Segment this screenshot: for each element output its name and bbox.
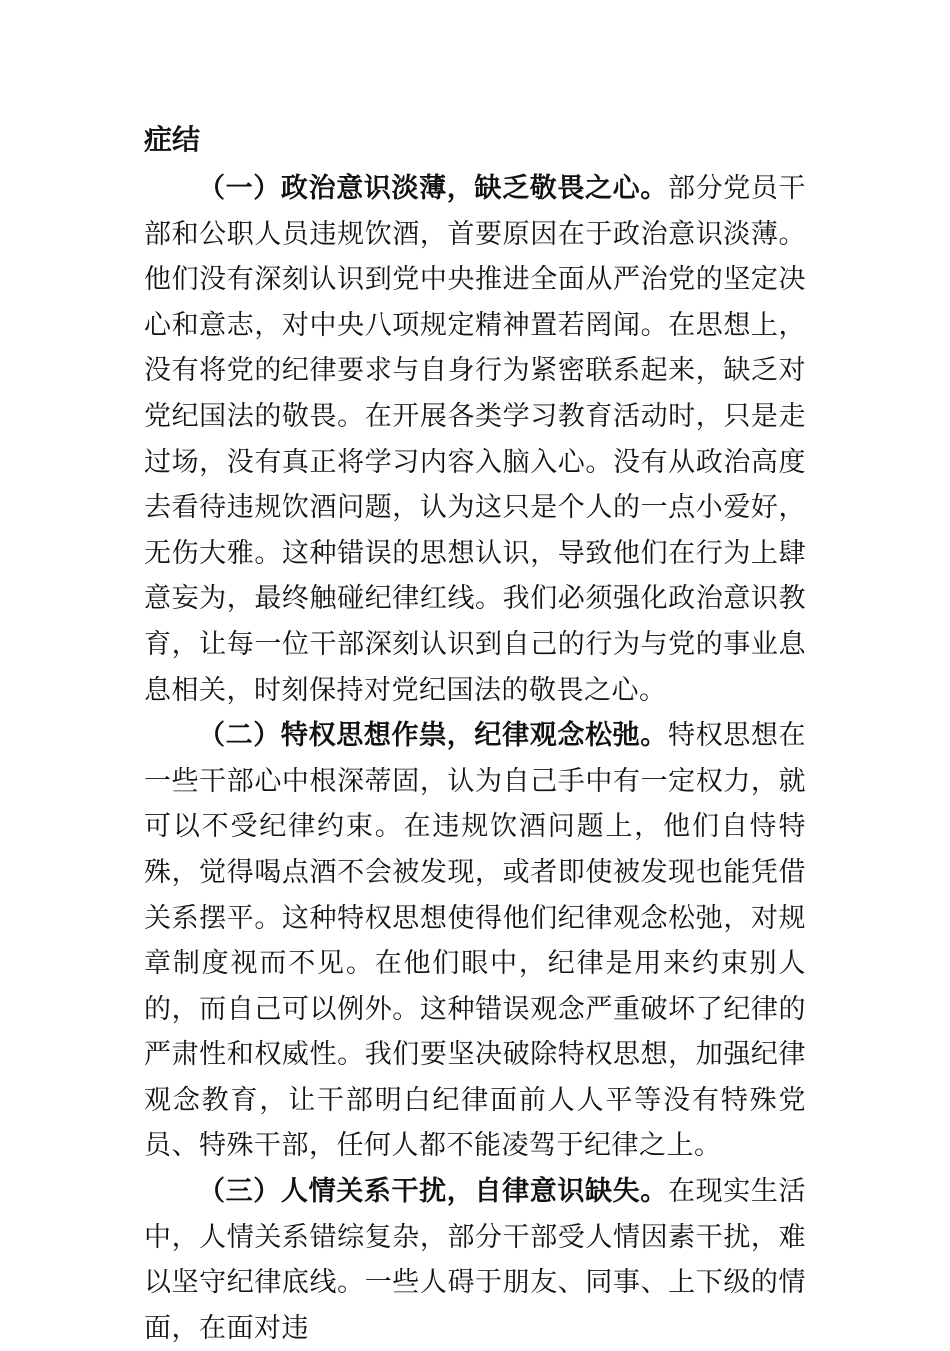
- section-heading: 症结: [144, 123, 201, 156]
- paragraph-1-lead: （一）政治意识淡薄，缺乏敬畏之心。: [198, 173, 668, 204]
- paragraph-2: [144, 713, 806, 1169]
- document-body: [144, 166, 806, 1351]
- paragraph-3-lead: （三）人情关系干扰，自律意识缺失。: [198, 1176, 668, 1208]
- paragraph-1: [144, 166, 806, 713]
- paragraph-3-text: 在现实生活中，人情关系错综复杂，部分干部受人情因素干扰，难以坚守纪律底线。一些人碍于朋友、同事、上下级的情面，在面对违: [144, 1176, 807, 1344]
- paragraph-2-text: 特权思想在一些干部心中根深蒂固，认为自己手中有一定权力，就可以不受纪律约束。在违规饮酒问题上，他们自恃特殊，觉得喝点酒不会被发现，或者即使被发现也能凭借关系摆平。这种特权思想使得他们纪律观念松弛，对规章制度视而不见。在他们眼中，纪律是用来约束别人的，而自己可以例外。这种错误观念严重破坏了纪律的严肃性和权威性。我们要坚决破除特权思想，加强纪律观念教育，让干部明白纪律面前人人平等没有特殊党员、特殊干部，任何人都不能凌驾于纪律之上。: [144, 720, 807, 1162]
- paragraph-3: [144, 1169, 806, 1351]
- paragraph-2-lead: （二）特权思想作祟，纪律观念松弛。: [198, 720, 668, 752]
- paragraph-1-text: 部分党员干部和公职人员违规饮酒，首要原因在于政治意识淡薄。他们没有深刻认识到党中央推进全面从严治党的坚定决心和意志，对中央八项规定精神置若罔闻。在思想上，没有将党的纪律要求与自身行为紧密联系起来，缺乏对党纪国法的敬畏。在开展各类学习教育活动时，只是走过场，没有真正将学习内容入脑入心。没有从政治高度去看待违规饮酒问题，认为这只是个人的一点小爱好，无伤大雅。这种错误的思想认识，导致他们在行为上肆意妄为，最终触碰纪律红线。我们必须强化政治意识教育，让每一位干部深刻认识到自己的行为与党的事业息息相关，时刻保持对党纪国法的敬畏之心。: [144, 173, 807, 706]
